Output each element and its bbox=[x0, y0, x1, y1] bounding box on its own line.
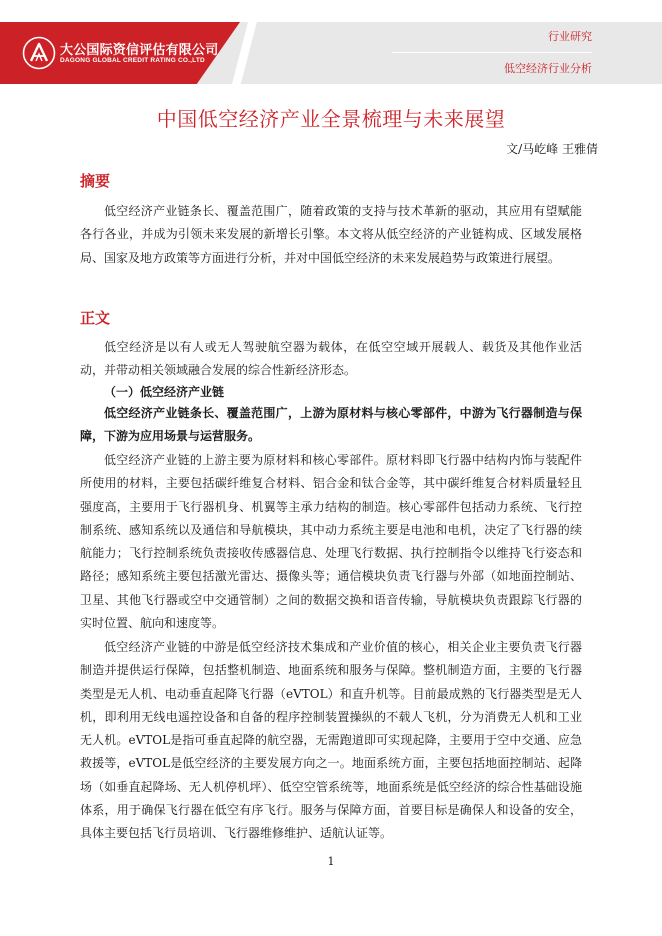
dagong-logo-icon bbox=[22, 36, 56, 70]
category-label: 行业研究 bbox=[548, 30, 592, 43]
intro-paragraph: 低空经济是以有人或无人驾驶航空器为载体，在低空空域开展载人、载货及其他作业活动，并带动相关领域融合发展的综合性新经济形态。 bbox=[80, 340, 582, 378]
header-tag-separator bbox=[392, 52, 592, 53]
company-name-en: DAGONG GLOBAL CREDIT RATING CO.,LTD bbox=[60, 57, 205, 64]
subheading-industry-chain: （一）低空经济产业链 bbox=[104, 385, 225, 399]
page-header bbox=[0, 22, 662, 84]
key-point-paragraph: 低空经济产业链条长、覆盖范围广，上游为原材料与核心零部件，中游为飞行器制造与保障，下游为应用场景与运营服务。 bbox=[80, 406, 582, 444]
document-title: 中国低空经济产业全景梳理与未来展望 bbox=[156, 107, 506, 131]
subcategory-label: 低空经济行业分析 bbox=[504, 62, 592, 75]
company-name-cn: 大公国际资信评估有限公司 bbox=[60, 43, 219, 58]
page-number: 1 bbox=[327, 855, 335, 868]
midstream-paragraph: 低空经济产业链的中游是低空经济技术集成和产业价值的核心，相关企业主要负责飞行器制造并提供运行保障，包括整机制造、地面系统和服务与保障。整机制造方面，主要的飞行器类型是无人机、电动垂直起降飞行器（eVTOL）和直升机等。目前最成熟的飞行器类型是无人机，即利用无线电遥控设备和自备的程序控制装置操纵的不载人飞机，分为消费无人机和工业无人机。eVTOL是指可垂直起降的航空器，无需跑道即可实现起降，主要用于空中交通、应急救援等，eVTOL是低空经济的主要发展方向之一。地面系统方面，主要包括地面控制站、起降场（如垂直起降场、无人机停机坪）、低空空管系统等，地面系统是低空经济的综合性基础设施体系，用于确保飞行器在低空有序飞行。服务与保障方面，首要目标是确保人和设备的安全，具体主要包括飞行员培训、飞行器维修维护、适航认证等。 bbox=[80, 640, 582, 841]
abstract-heading: 摘要 bbox=[80, 172, 111, 190]
upstream-paragraph: 低空经济产业链的上游主要为原材料和核心零部件。原材料即飞行器中结构内饰与装配件所使用的材料，主要包括碳纤维复合材料、铝合金和钛合金等，其中碳纤维复合材料质量轻且强度高，主要用于飞行器机身、机翼等主承力结构的制造。核心零部件包括动力系统、飞行控制系统、感知系统以及通信和导航模块，其中动力系统主要是电池和电机，决定了飞行器的续航能力；飞行控制系统负责接收传感器信息、处理飞行数据、执行控制指令以维持飞行姿态和路径；感知系统主要包括激光雷达、摄像头等；通信模块负责飞行器与外部（如地面控制站、卫星、其他飞行器或空中交通管制）之间的数据交换和语音传输，导航模块负责跟踪飞行器的实时位置、航向和速度等。 bbox=[80, 453, 582, 631]
document-authors: 文/马屹峰 王雅倩 bbox=[506, 142, 598, 156]
body-heading: 正文 bbox=[80, 309, 111, 327]
abstract-paragraph: 低空经济产业链条长、覆盖范围广，随着政策的支持与技术革新的驱动，其应用有望赋能各行各业，并成为引领未来发展的新增长引擎。本文将从低空经济的产业链构成、区域发展格局、国家及地方政策等方面进行分析，并对中国低空经济的未来发展趋势与政策进行展望。 bbox=[80, 204, 582, 265]
